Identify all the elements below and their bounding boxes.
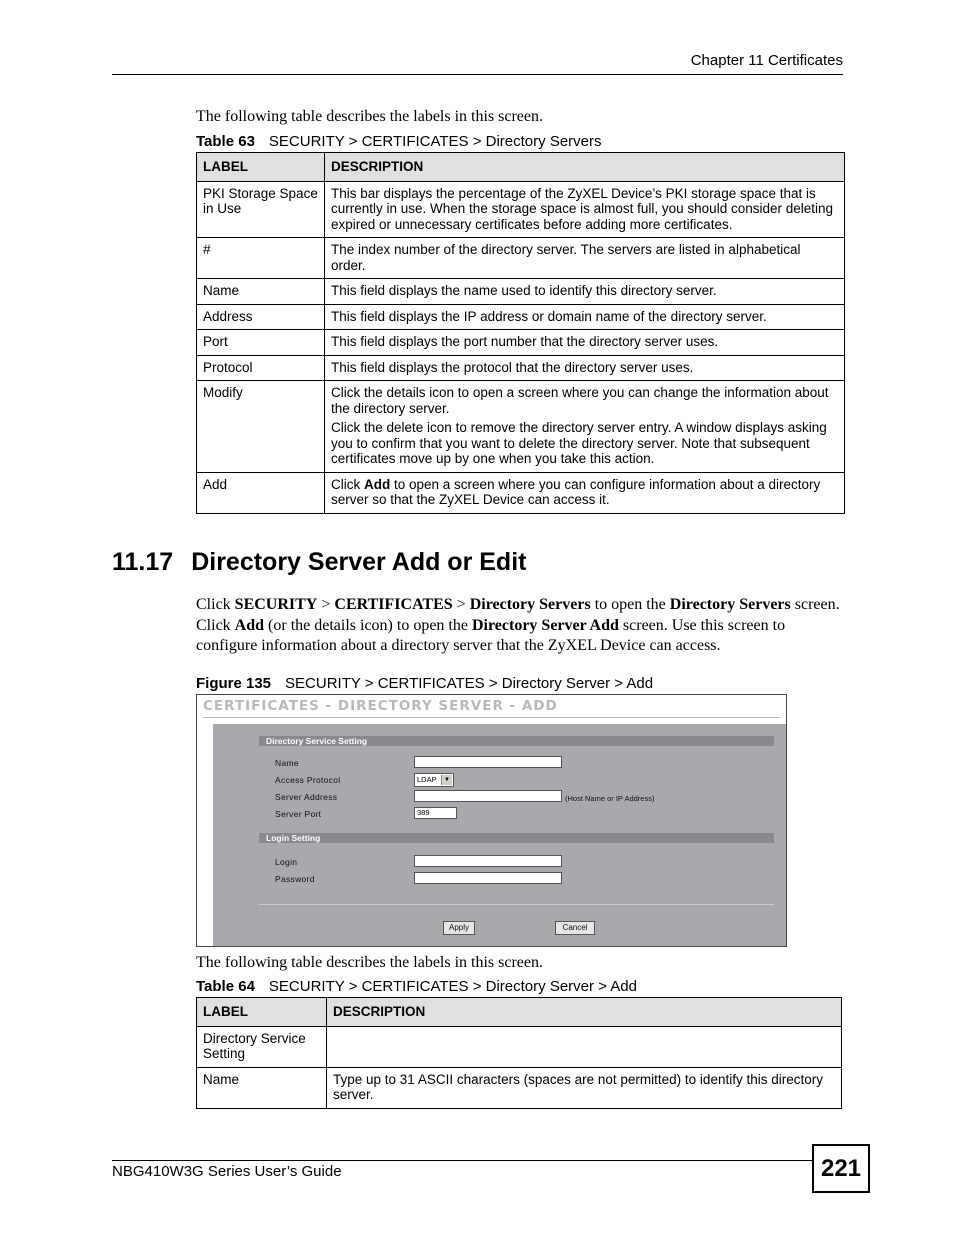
table-row <box>197 279 845 305</box>
page-footer <box>112 1160 812 1180</box>
screen-title: CERTIFICATES - DIRECTORY SERVER - ADD <box>203 698 558 714</box>
row-label: Protocol <box>197 355 325 381</box>
figure135-caption-label: Figure 135 <box>196 675 272 692</box>
description-paragraph: This field displays the IP address or domain name of the directory server. <box>331 308 767 324</box>
section-heading <box>112 548 526 577</box>
access-protocol-select[interactable] <box>414 773 454 787</box>
table64-caption-label: Table 64 <box>196 978 255 995</box>
description-paragraph: This field displays the protocol that the directory server uses. <box>331 359 694 375</box>
title-divider <box>203 717 780 718</box>
table64-body <box>197 1026 842 1108</box>
description-paragraph: This bar displays the percentage of the ZyXEL Device’s PKI storage space that is currently in use. When the storage space is almost full, you should consider deleting expired or unnecessary certificates before adding more certificates. <box>331 185 834 232</box>
name-input[interactable] <box>414 756 562 768</box>
table-row <box>197 1026 842 1067</box>
chevron-down-icon[interactable]: ▼ <box>441 775 452 785</box>
col-label-header: LABEL <box>197 998 327 1027</box>
directory-service-setting-bar: Directory Service Setting <box>259 736 774 746</box>
row-label: PKI Storage Space in Use <box>197 181 325 238</box>
table-row <box>197 238 845 279</box>
description-paragraph: Click the details icon to open a screen where you can change the information about the directory server. <box>331 385 829 416</box>
col-description-header: DESCRIPTION <box>325 153 845 182</box>
row-description <box>325 238 845 279</box>
table-row <box>197 381 845 473</box>
table-row <box>197 181 845 238</box>
table64-caption <box>196 978 637 995</box>
form-panel <box>213 724 786 946</box>
table64-caption-text: SECURITY > CERTIFICATES > Directory Server > Add <box>268 978 637 995</box>
table63-caption-text: SECURITY > CERTIFICATES > Directory Servers <box>268 133 602 150</box>
description-paragraph: The index number of the directory server. The servers are listed in alphabetical order. <box>331 242 801 273</box>
row-label: Modify <box>197 381 325 473</box>
row-label: Name <box>197 1067 327 1108</box>
table-row <box>197 304 845 330</box>
row-description <box>325 181 845 238</box>
col-label-header: LABEL <box>197 153 325 182</box>
server-port-label: Server Port <box>275 809 322 819</box>
table-row <box>197 472 845 513</box>
directory-server-add-screenshot <box>196 694 787 947</box>
body-paragraph: Click SECURITY > CERTIFICATES > Directory Servers to open the Directory Servers screen. Click Add (or the details icon) to open the Directory Server Add screen. Use this screen to configure information about a directory server that the ZyXEL Device can access. <box>196 596 840 654</box>
row-label: Directory Service Setting <box>197 1026 327 1067</box>
table63-caption <box>196 133 602 150</box>
page-number: 221 <box>812 1144 870 1193</box>
row-description <box>327 1026 842 1067</box>
intro-text-2: The following table describes the labels in this screen. <box>196 954 544 971</box>
section-title: Directory Server Add or Edit <box>191 548 527 576</box>
figure135-caption <box>196 675 653 692</box>
row-description <box>325 381 845 473</box>
form-divider <box>259 904 774 905</box>
page-header <box>112 50 843 75</box>
row-description: Type up to 31 ASCII characters (spaces are not permitted) to identify this directory server. <box>327 1067 842 1108</box>
intro-text: The following table describes the labels in this screen. <box>196 108 544 125</box>
description-paragraph: Click the delete icon to remove the directory server entry. A window displays asking you to confirm that you want to delete the directory server. Note that subsequent certificates move up by one when you take this action. <box>331 420 827 466</box>
figure135-caption-text: SECURITY > CERTIFICATES > Directory Server > Add <box>285 675 654 692</box>
row-label: Name <box>197 279 325 305</box>
table-header-row <box>197 998 842 1027</box>
cancel-button[interactable]: Cancel <box>555 921 595 935</box>
row-description <box>325 355 845 381</box>
access-protocol-label: Access Protocol <box>275 775 341 785</box>
row-description <box>325 330 845 356</box>
chapter-title: Chapter 11 Certificates <box>690 52 843 69</box>
table64 <box>196 997 842 1109</box>
name-label: Name <box>275 758 299 768</box>
table-row <box>197 355 845 381</box>
row-label: Port <box>197 330 325 356</box>
server-address-hint: (Host Name or IP Address) <box>565 794 655 803</box>
table63-body <box>197 181 845 513</box>
access-protocol-value: LDAP <box>417 775 437 784</box>
section-number: 11.17 <box>112 548 174 576</box>
server-address-input[interactable] <box>414 790 562 802</box>
row-label: # <box>197 238 325 279</box>
description-paragraph: This field displays the name used to identify this directory server. <box>331 283 717 298</box>
guide-title: NBG410W3G Series User’s Guide <box>112 1163 342 1180</box>
row-label: Address <box>197 304 325 330</box>
password-input[interactable] <box>414 872 562 884</box>
table63-caption-label: Table 63 <box>196 133 255 150</box>
row-label: Add <box>197 472 325 513</box>
table63 <box>196 152 845 514</box>
server-address-label: Server Address <box>275 792 338 802</box>
login-label: Login <box>275 857 298 867</box>
apply-button[interactable]: Apply <box>443 921 475 935</box>
login-setting-bar: Login Setting <box>259 833 774 843</box>
row-description <box>325 304 845 330</box>
table-row <box>197 330 845 356</box>
login-input[interactable] <box>414 855 562 867</box>
password-label: Password <box>275 874 315 884</box>
row-description: Click Add to open a screen where you can configure information about a directory server so that the ZyXEL Device can access it. <box>325 472 845 513</box>
server-port-input[interactable]: 389 <box>414 807 457 819</box>
table-header-row <box>197 153 845 182</box>
description-paragraph: This field displays the port number that the directory server uses. <box>331 334 719 349</box>
table-row <box>197 1067 842 1108</box>
col-description-header: DESCRIPTION <box>327 998 842 1027</box>
row-description <box>325 279 845 305</box>
